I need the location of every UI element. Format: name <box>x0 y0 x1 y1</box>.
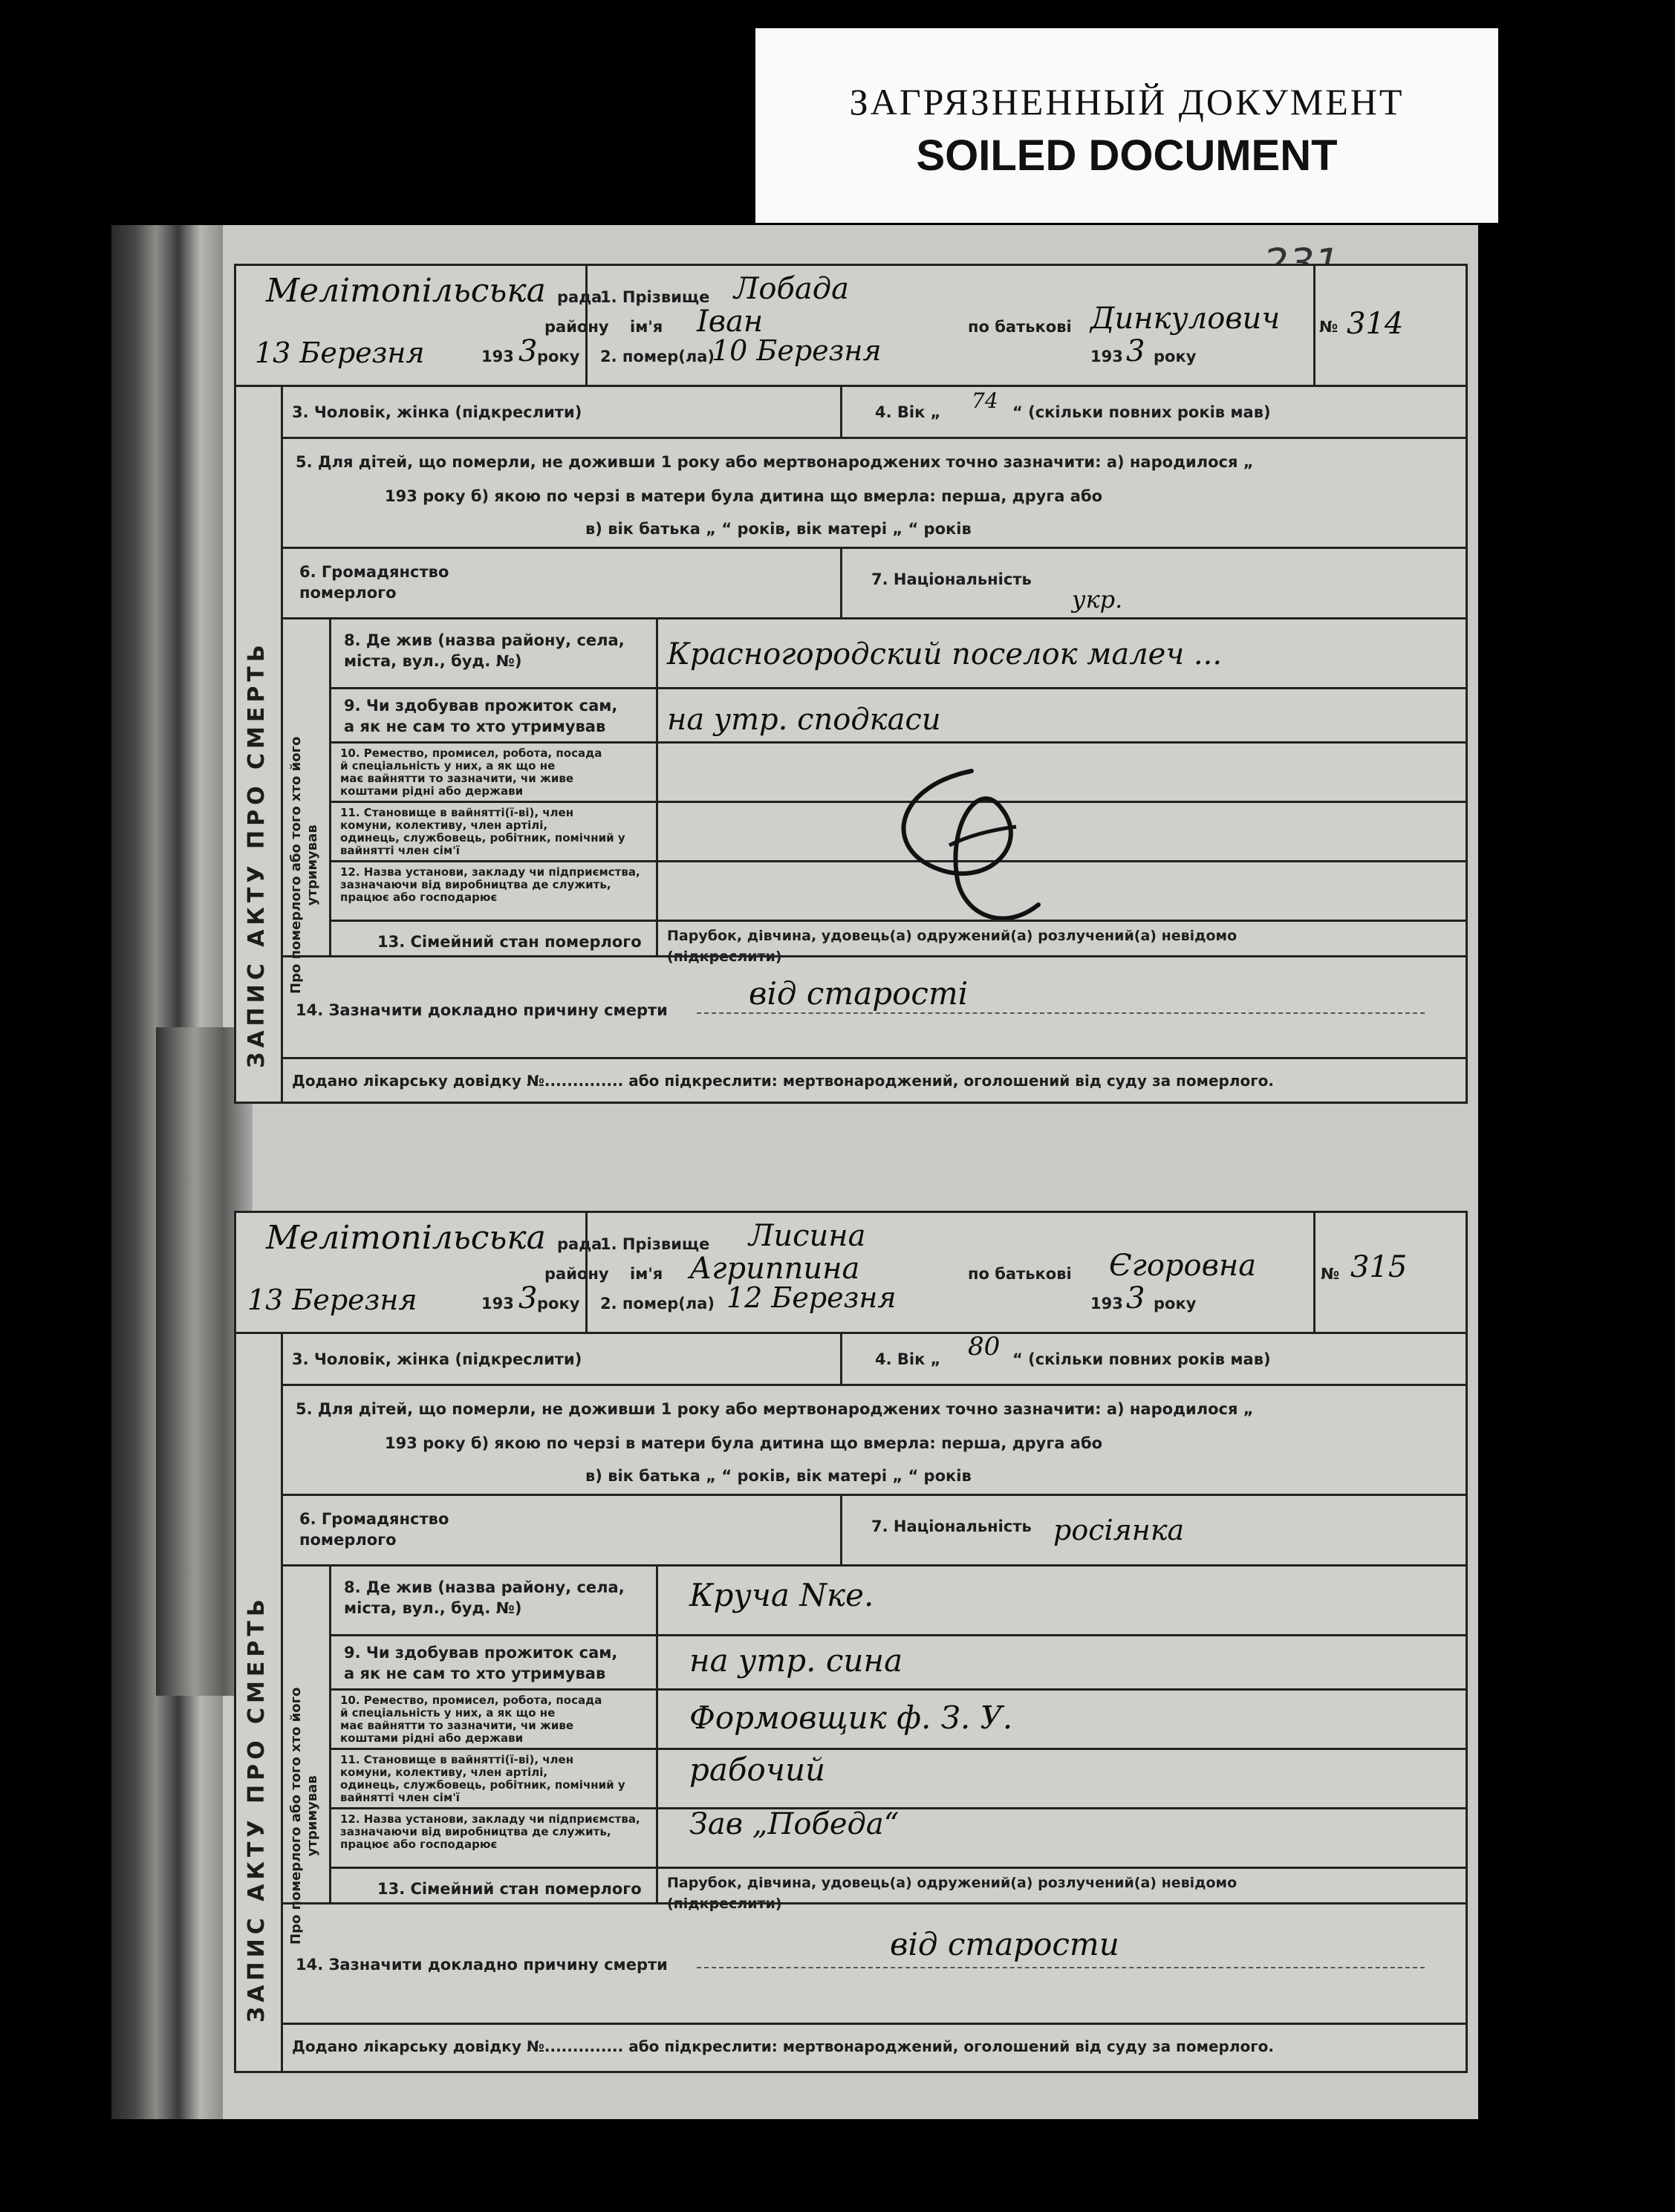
register-page <box>111 225 1478 2119</box>
death-year-suffix: року <box>1154 348 1197 365</box>
death-date-value: 12 Березня <box>726 1281 897 1314</box>
surname-value: Лобада <box>734 272 849 306</box>
year-digit: 3 <box>518 334 538 368</box>
field-marital: 13. Сімейний стан померлого <box>377 933 642 951</box>
record-number: 315 <box>1350 1250 1408 1284</box>
field-sex: 3. Чоловік, жінка (підкреслити) <box>292 1350 582 1368</box>
field-age-label: 4. Вік „ <box>875 1350 941 1368</box>
strike-through-mark <box>868 756 1061 942</box>
field-support: 9. Чи здобував прожиток сам, а як не сам то хто утримував <box>344 697 618 735</box>
council-suffix: рада <box>557 1235 602 1253</box>
year-suffix: року <box>537 1295 580 1312</box>
label-english: SOILED DOCUMENT <box>916 131 1338 180</box>
cause-value: від старості <box>749 975 969 1012</box>
field-children-line2: 193 року б) якою по черзі в матери була дитина що вмерла: перша, друга або <box>385 487 1103 505</box>
field-children-line2: 193 року б) якою по черзі в матери була дитина що вмерла: перша, друга або <box>385 1434 1103 1452</box>
field-position: 11. Становище в вайнятті(ї-ві), член комуни, колективу, член артілі, одинець, службовець, робітник, помічний у вайнятті член сім'ї <box>340 1753 625 1804</box>
registration-date: 13 Березня <box>247 1284 417 1316</box>
field-death-label: 2. помер(ла) <box>600 348 715 365</box>
death-year-prefix: 193 <box>1090 348 1123 365</box>
age-value: 74 <box>972 388 998 413</box>
record-number: 314 <box>1347 307 1404 341</box>
side-label-subject: Про померлого або того хто його утримував <box>288 1687 320 1945</box>
field-occupation: 10. Ремество, промисел, робота, посада й спеціальність у них, а як що не має вайнятти то зазначити, чи живе коштами рідні або держави <box>340 1694 602 1745</box>
year-digit: 3 <box>518 1281 538 1315</box>
side-label-record: ЗАПИС АКТУ ПРО СМЕРТЬ <box>244 640 270 1068</box>
number-prefix: № <box>1321 1265 1340 1283</box>
side-label-subject: Про померлого або того хто його утримував <box>288 736 320 994</box>
patronymic-value: Єгоровна <box>1109 1249 1257 1283</box>
nationality-value: росіянка <box>1053 1514 1185 1546</box>
field-footer: Додано лікарську довідку №.............. або підкреслити: мертвонароджений, оголошений від суду за померлого. <box>292 2037 1275 2055</box>
age-value: 80 <box>968 1332 1001 1362</box>
field-death-label: 2. помер(ла) <box>600 1295 715 1312</box>
council-name: Мелітопільська <box>266 1219 546 1257</box>
field-age-label: 4. Вік „ <box>875 403 941 421</box>
patronymic-value: Динкулович <box>1090 302 1281 336</box>
field-footer: Додано лікарську довідку №.............. або підкреслити: мертвонароджений, оголошений від суду за померлого. <box>292 1072 1275 1090</box>
position-value: рабочий <box>689 1751 826 1788</box>
field-support: 9. Чи здобував прожиток сам, а як не сам то хто утримував <box>344 1644 618 1682</box>
institution-value: Зав „Победа“ <box>689 1807 900 1841</box>
field-cause-label: 14. Зазначити докладно причину смерти <box>296 1001 668 1019</box>
marital-options: Парубок, дівчина, удовець(а) одружений(а) розлучений(а) невідомо (підкреслити) <box>667 1875 1237 1912</box>
label-russian: ЗАГРЯЗНЕННЫЙ ДОКУМЕНТ <box>849 81 1405 123</box>
first-name-value: Агриппина <box>689 1252 860 1286</box>
council-name: Мелітопільська <box>266 272 546 310</box>
year-prefix: 193 <box>481 348 514 365</box>
field-children-line3: в) вік батька „ “ років, вік матері „ “ років <box>585 520 972 538</box>
field-age-tail: “ (скільки повних років мав) <box>1012 1350 1271 1368</box>
archive-label <box>755 28 1498 223</box>
death-record-card-1 <box>234 264 1468 1104</box>
field-institution: 12. Назва установи, закладу чи підприємства, зазначаючи від виробництва де служить, працює або господарює <box>340 1812 640 1851</box>
field-residence: 8. Де жив (назва району, села, міста, вул., буд. №) <box>344 631 625 670</box>
field-children-line1: 5. Для дітей, що померли, не доживши 1 року або мертвонароджених точно зазначити: а) народилося „ <box>296 453 1254 471</box>
field-patronymic-label: по батькові <box>968 1265 1072 1283</box>
council-suffix: рада <box>557 288 602 306</box>
residence-value: Красногородский поселок малеч ... <box>667 637 1223 671</box>
nationality-value: укр. <box>1072 585 1123 614</box>
field-occupation: 10. Ремество, промисел, робота, посада й спеціальність у них, а як що не має вайнятти то зазначити, чи живе коштами рідні або держави <box>340 746 602 798</box>
death-year-digit: 3 <box>1126 334 1145 368</box>
field-children-line1: 5. Для дітей, що померли, не доживши 1 року або мертвонароджених точно зазначити: а) народилося „ <box>296 1400 1254 1418</box>
field-sex: 3. Чоловік, жінка (підкреслити) <box>292 403 582 421</box>
field-residence: 8. Де жив (назва району, села, міста, вул., буд. №) <box>344 1578 625 1617</box>
first-name-value: Іван <box>697 305 764 339</box>
death-year-suffix: року <box>1154 1295 1197 1312</box>
district-suffix: району <box>544 318 609 336</box>
year-prefix: 193 <box>481 1295 514 1312</box>
death-date-value: 10 Березня <box>712 334 882 367</box>
number-prefix: № <box>1319 318 1339 336</box>
year-suffix: року <box>537 348 580 365</box>
field-institution: 12. Назва установи, закладу чи підприємства, зазначаючи від виробництва де служить, працює або господарює <box>340 865 640 904</box>
field-nationality-label: 7. Національність <box>871 570 1032 588</box>
surname-value: Лисина <box>749 1219 866 1253</box>
registration-date: 13 Березня <box>255 336 425 369</box>
residence-value: Круча Nке. <box>689 1577 874 1613</box>
side-label-record: ЗАПИС АКТУ ПРО СМЕРТЬ <box>244 1595 270 2023</box>
field-age-tail: “ (скільки повних років мав) <box>1012 403 1271 421</box>
death-year-digit: 3 <box>1126 1281 1145 1315</box>
field-marital: 13. Сімейний стан померлого <box>377 1880 642 1898</box>
field-position: 11. Становище в вайнятті(ї-ві), член комуни, колективу, член артілі, одинець, службовець, робітник, помічний у вайнятті член сім'ї <box>340 806 625 857</box>
support-value: на утр. сина <box>689 1642 903 1679</box>
field-surname-label: 1. Прізвище <box>600 1235 710 1253</box>
field-citizenship: 6. Громадянство померлого <box>299 1510 449 1549</box>
district-suffix: району <box>544 1265 609 1283</box>
field-surname-label: 1. Прізвище <box>600 288 710 306</box>
marital-options: Парубок, дівчина, удовець(а) одружений(а) розлучений(а) невідомо (підкреслити) <box>667 928 1237 965</box>
death-record-card-2 <box>234 1211 1468 2073</box>
field-nationality-label: 7. Національність <box>871 1518 1032 1535</box>
field-cause-label: 14. Зазначити докладно причину смерти <box>296 1956 668 1974</box>
field-patronymic-label: по батькові <box>968 318 1072 336</box>
field-children-line3: в) вік батька „ “ років, вік матері „ “ років <box>585 1467 972 1485</box>
occupation-value: Формовщик ф. З. У. <box>689 1699 1013 1736</box>
field-name-label: ім'я <box>630 318 663 336</box>
support-value: на утр. сподкаси <box>667 703 941 737</box>
cause-value: від старости <box>890 1926 1119 1962</box>
field-citizenship: 6. Громадянство померлого <box>299 563 449 602</box>
death-year-prefix: 193 <box>1090 1295 1123 1312</box>
field-name-label: ім'я <box>630 1265 663 1283</box>
